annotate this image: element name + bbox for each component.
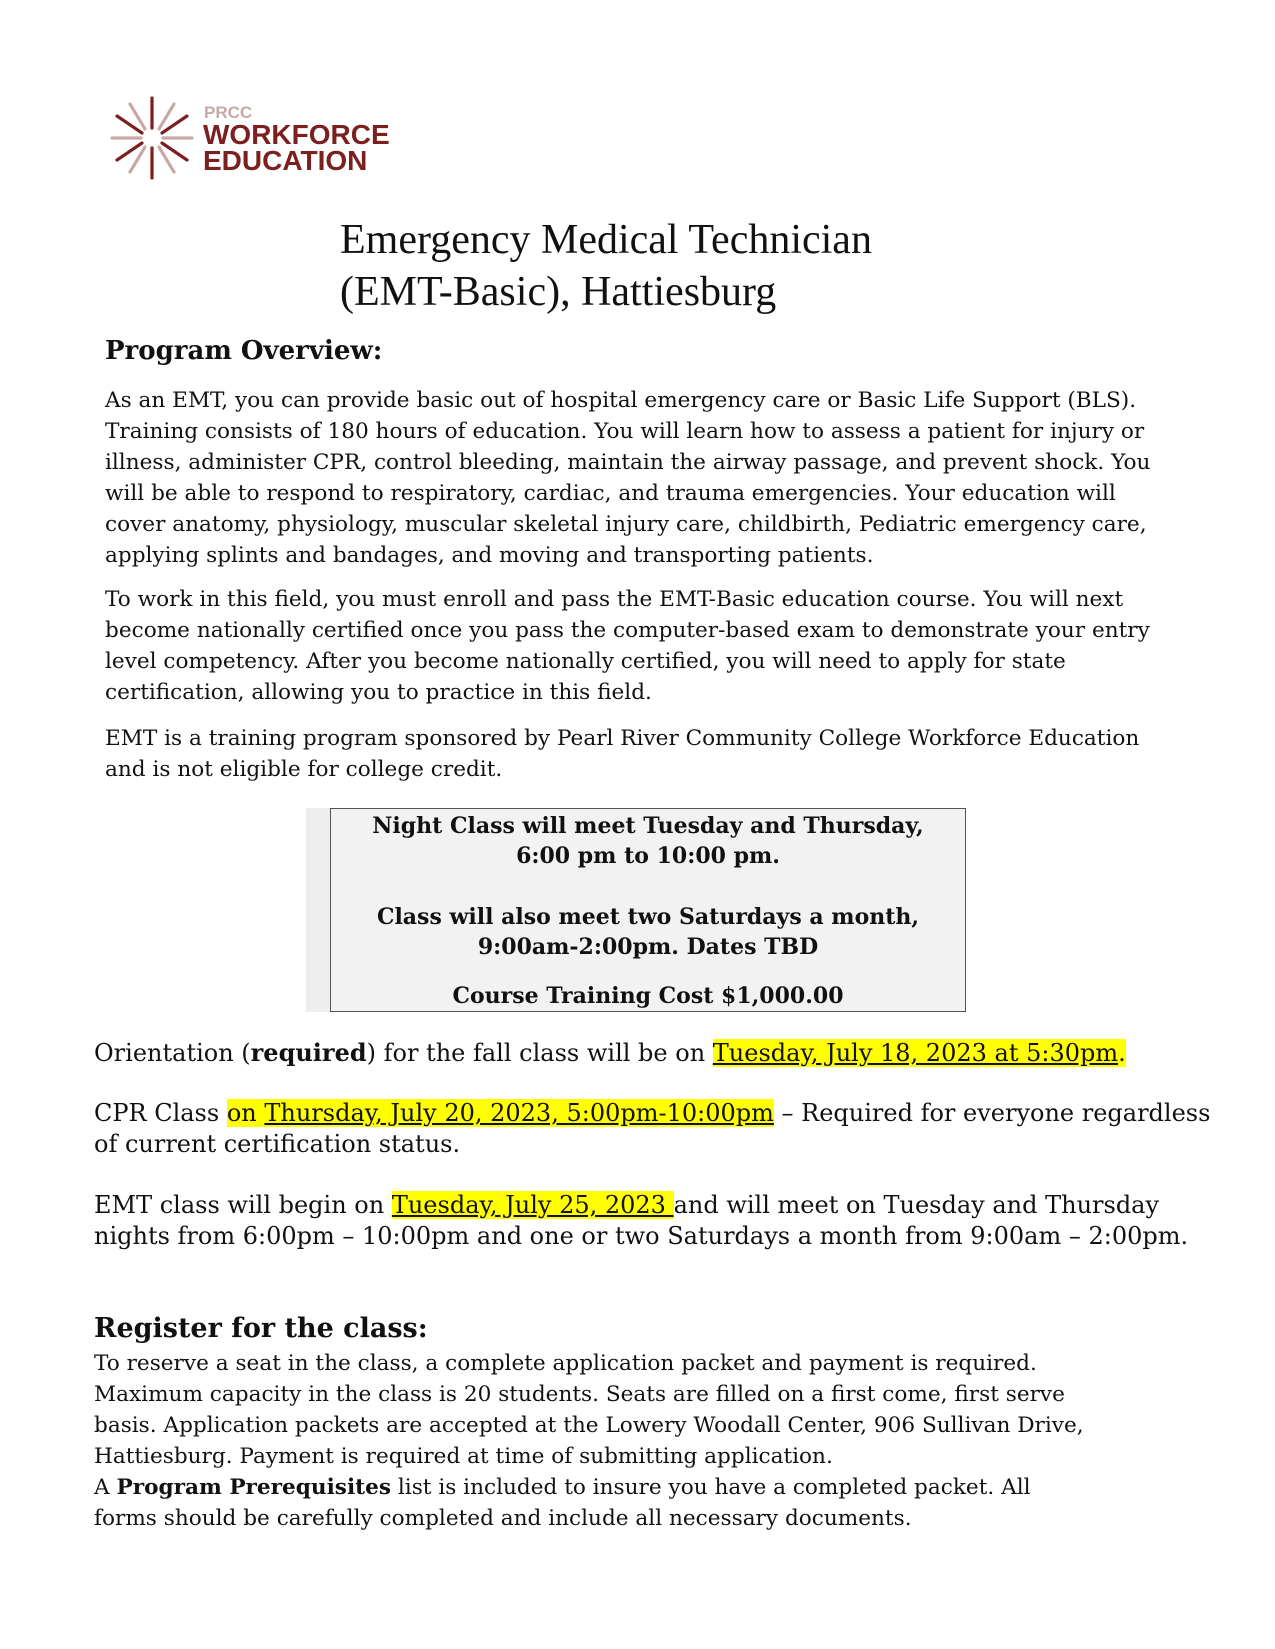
- course-cost: Course Training Cost $1,000.00: [452, 983, 844, 1009]
- program-prerequisites-emphasis: Program Prerequisites: [116, 1475, 392, 1500]
- required-emphasis: required: [250, 1038, 367, 1067]
- prerequisites-paragraph: A Program Prerequisites list is included to insure you have a completed packet. All forms should be carefully completed and include all necessary documents.: [94, 1475, 1031, 1531]
- schedule-night-class: Night Class will meet Tuesday and Thursday,: [372, 813, 924, 839]
- svg-text:PRCC: PRCC: [204, 103, 253, 122]
- class-start-date: Tuesday, July 25, 2023: [391, 1191, 674, 1219]
- schedule-box: [330, 808, 966, 1012]
- schedule-box-shadow: [306, 808, 330, 1012]
- orientation-line: Orientation (required) for the fall class will be on Tuesday, July 18, 2023 at 5:30pm.: [94, 1038, 1126, 1067]
- register-paragraph: To reserve a seat in the class, a complete application packet and payment is required. Maximum capacity in the class is 20 students. Seats are filled on a first come, first serve basis. Application packets are accepted at the Lowery Woodall Center, 906 Sullivan Drive, Hattiesburg. Payment is required at time of submitting application.: [94, 1351, 1084, 1469]
- title-line-2: (EMT-Basic), Hattiesburg: [340, 269, 777, 315]
- overview-paragraph-1: As an EMT, you can provide basic out of hospital emergency care or Basic Life Support (BLS). Training consists of 180 hours of education. You will learn how to assess a patient for injury or illness, administer CPR, control bleeding, maintain the airway passage, and prevent shock. You will be able to respond to respiratory, cardiac, and trauma emergencies. Your education will cover anatomy, physiology, muscular skeletal injury care, childbirth, Pediatric emergency care, applying splints and bandages, and moving and transporting patients.: [105, 388, 1151, 568]
- register-heading: Register for the class:: [94, 1313, 428, 1344]
- program-overview-heading: Program Overview:: [105, 336, 383, 366]
- cpr-class-line: CPR Class on Thursday, July 20, 2023, 5:00pm-10:00pm – Required for everyone regardless of current certification status.: [94, 1099, 1211, 1158]
- overview-paragraph-3: EMT is a training program sponsored by Pearl River Community College Workforce Education and is not eligible for college credit.: [105, 726, 1140, 782]
- cpr-date: Thursday, July 20, 2023, 5:00pm-10:00pm: [264, 1099, 774, 1127]
- schedule-saturday-hours: 9:00am-2:00pm. Dates TBD: [477, 934, 819, 960]
- svg-text:EDUCATION: EDUCATION: [203, 145, 368, 176]
- page-title: [340, 214, 1160, 318]
- starburst-logo-icon: [100, 94, 420, 180]
- prcc-workforce-logo: [100, 94, 420, 180]
- svg-text:WORKFORCE: WORKFORCE: [203, 119, 390, 150]
- schedule-night-hours: 6:00 pm to 10:00 pm.: [516, 843, 780, 869]
- title-line-1: Emergency Medical Technician: [340, 217, 872, 263]
- class-begin-line: EMT class will begin on Tuesday, July 25, 2023 and will meet on Tuesday and Thursday nights from 6:00pm – 10:00pm and one or two Saturdays a month from 9:00am – 2:00pm.: [94, 1191, 1189, 1250]
- schedule-saturdays: Class will also meet two Saturdays a month,: [376, 904, 920, 930]
- orientation-date: Tuesday, July 18, 2023 at 5:30pm: [712, 1039, 1119, 1067]
- overview-paragraph-2: To work in this field, you must enroll and pass the EMT-Basic education course. You will next become nationally certified once you pass the computer-based exam to demonstrate your entry level competency. After you become nationally certified, you will need to apply for state certification, allowing you to practice in this field.: [105, 587, 1150, 705]
